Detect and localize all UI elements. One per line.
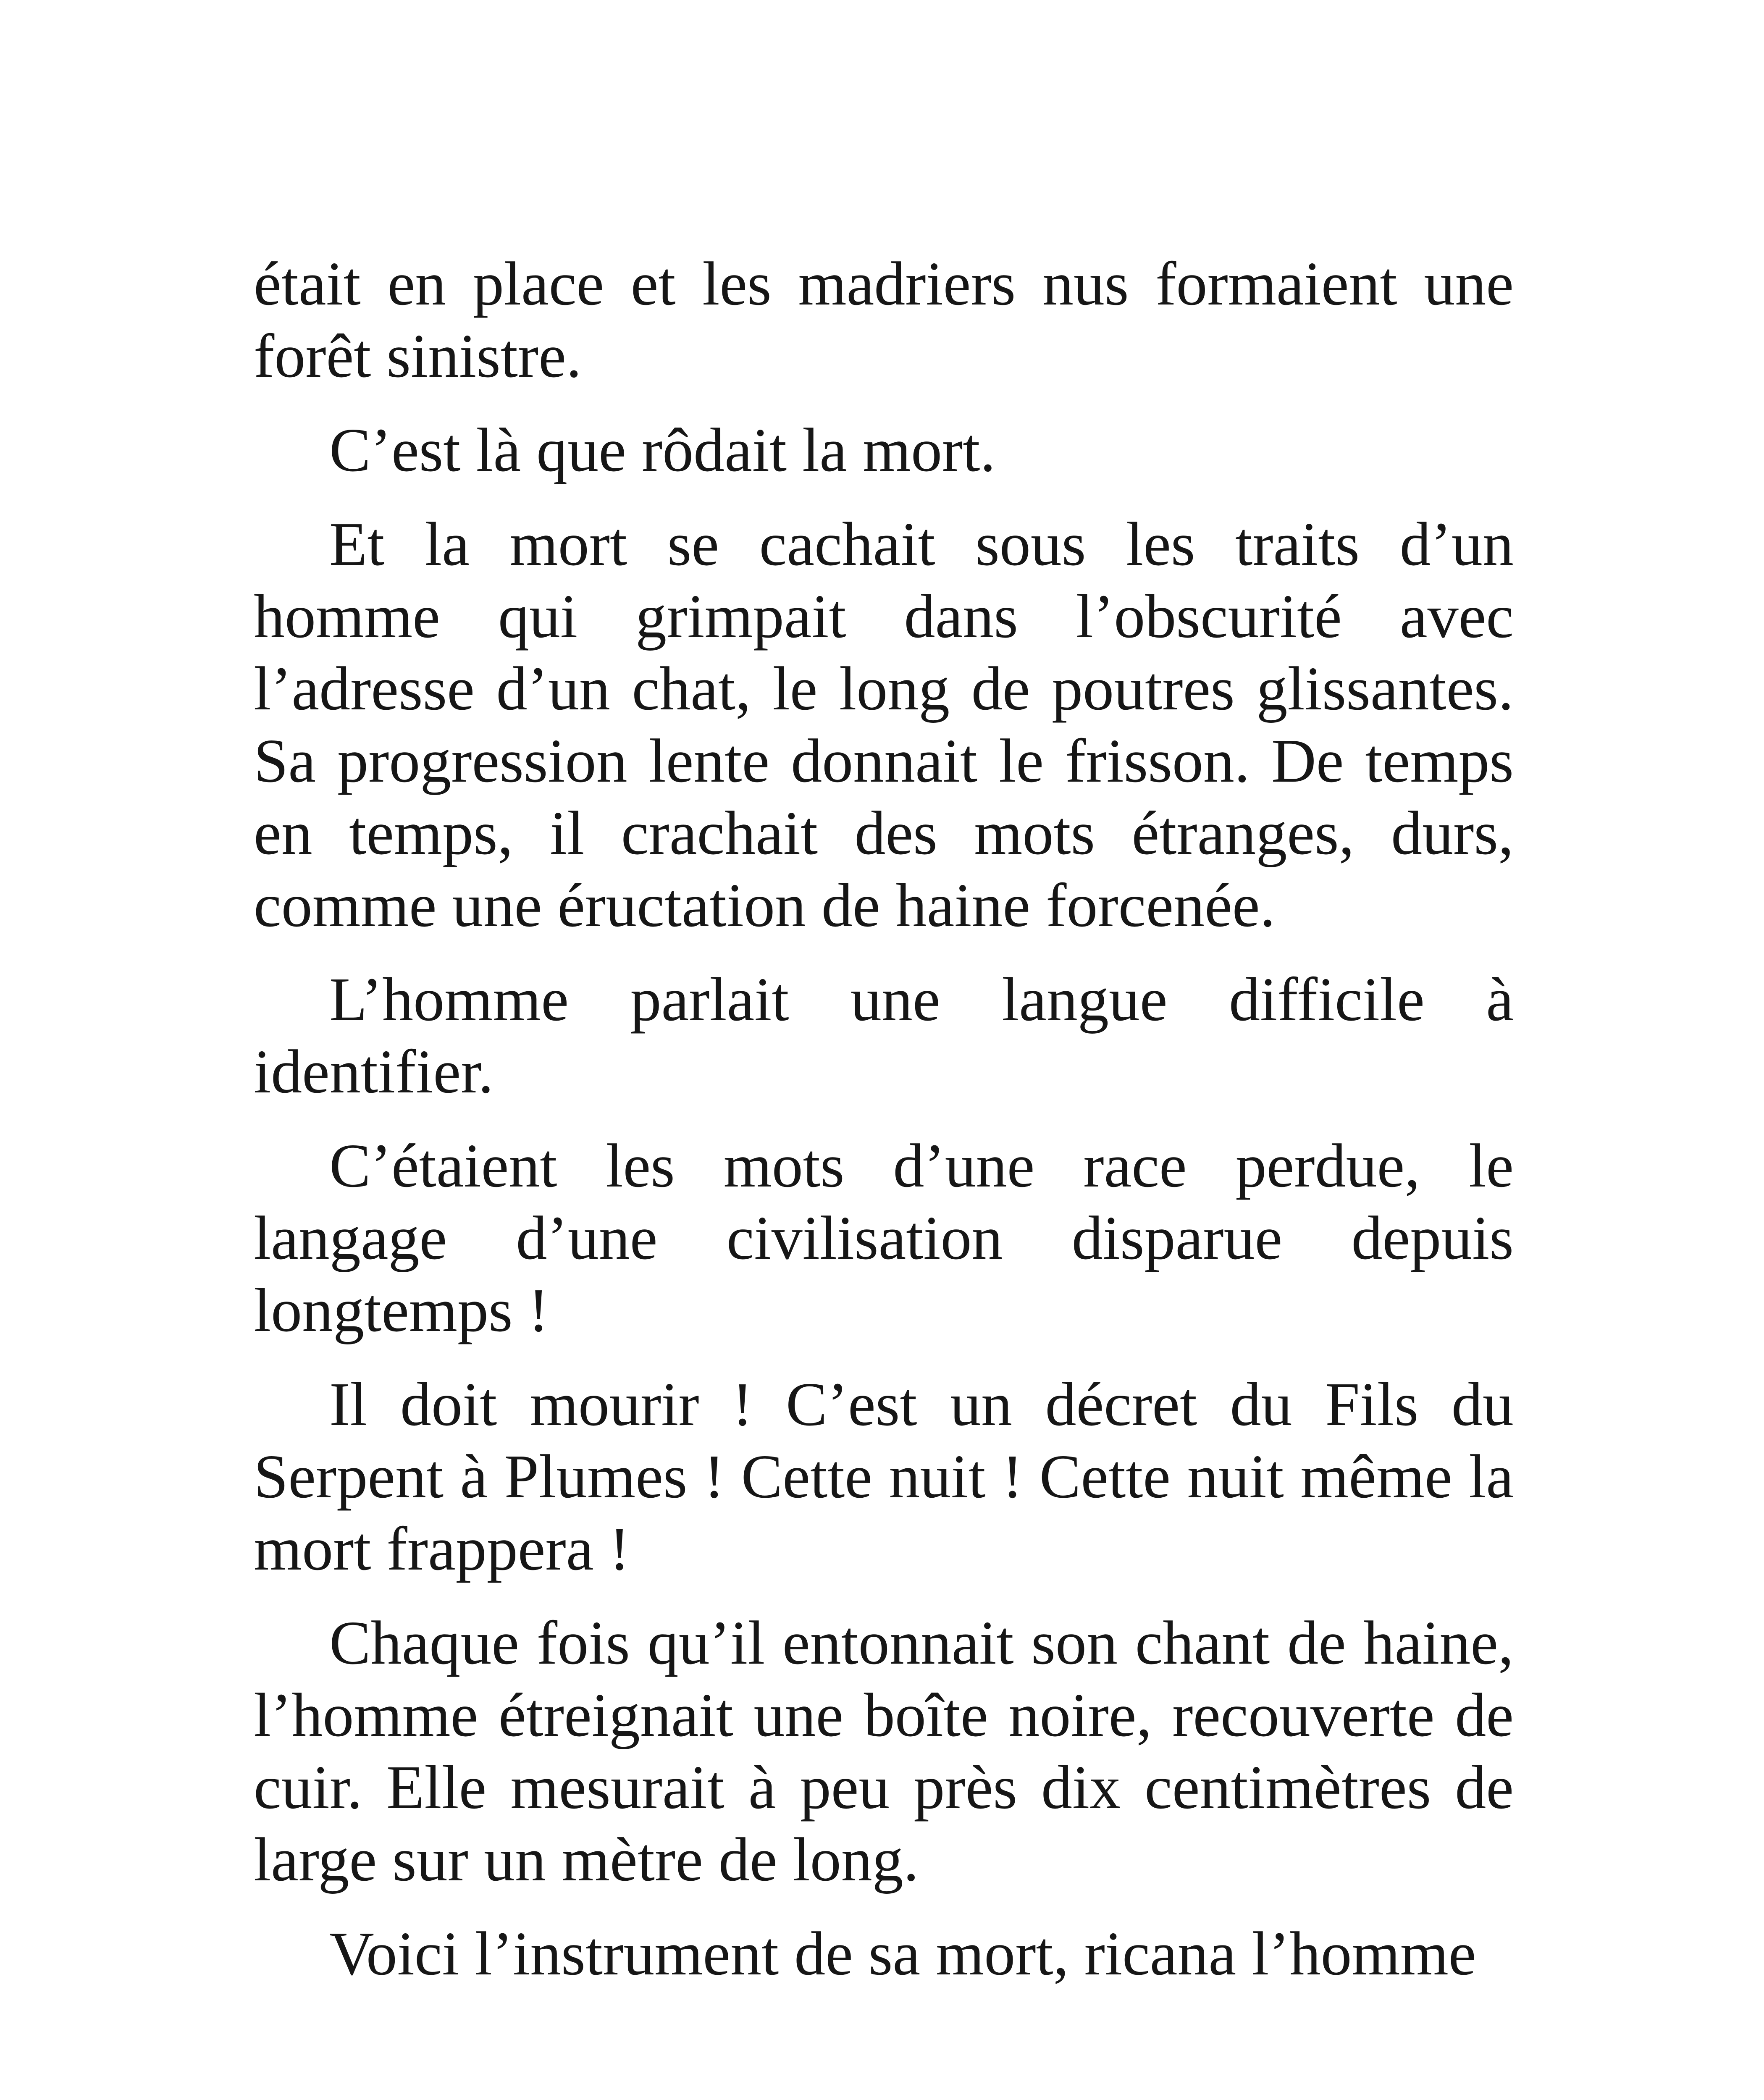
paragraph-8: Voici l’instrument de sa mort, ricana l’homme [329,1919,1476,1988]
paragraph-3: Et la mort se cachait sous les traits d’un homme qui grimpait dans l’obscurité avec l’adresse d’un chat, le long de poutres glissantes. Sa progression lente donnait le frisson. De temps en temps, il crachait des mots étranges, durs, comme une éructation de haine forcenée. [254,510,1514,940]
paragraph-7: Chaque fois qu’il entonnait son chant de haine, l’homme étreignait une boîte noire, recouverte de cuir. Elle mesurait à peu près dix centimètres de large sur un mètre de long. [254,1609,1514,1894]
paragraph-6: Il doit mourir ! C’est un décret du Fils du Serpent à Plumes ! Cette nuit ! Cette nuit même la mort frappera ! [254,1370,1514,1583]
paragraph-2: C’est là que rôdait la mort. [329,416,996,485]
paragraph-1: était en place et les madriers nus formaient une forêt sinistre. [254,249,1514,391]
paragraph-4: L’homme parlait une langue difficile à identifier. [254,965,1514,1106]
paragraph-5: C’étaient les mots d’une race perdue, le langage d’une civilisation disparue depuis longtemps ! [254,1131,1514,1345]
body-text [254,248,1514,2012]
